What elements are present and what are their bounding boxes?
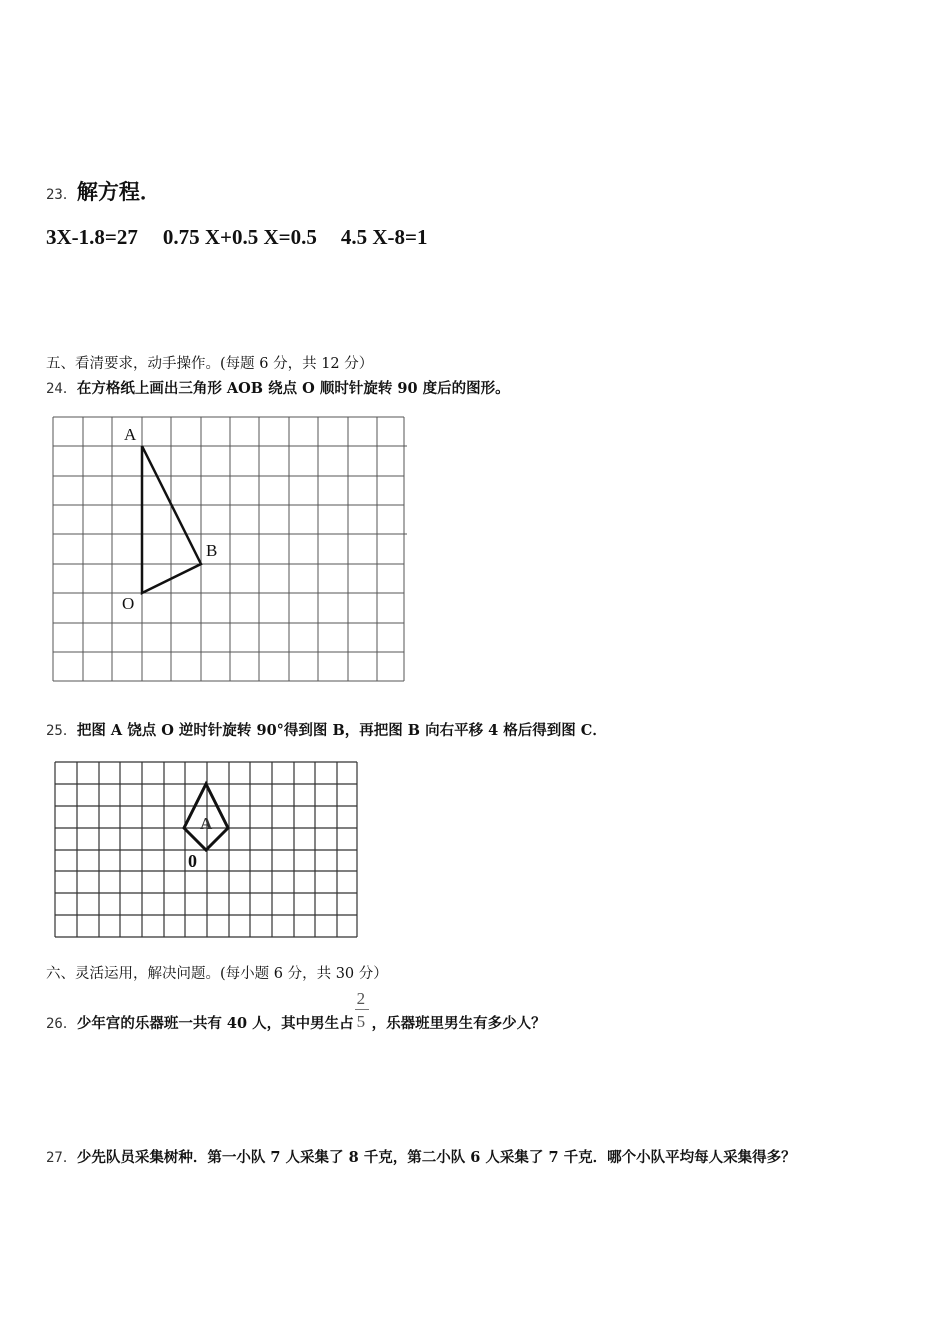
q24-text: 在方格纸上画出三角形 AOB 绕点 O 顺时针旋转 90 度后的图形。 — [76, 380, 510, 397]
q25-grid-figure — [54, 761, 360, 941]
equation-2: 0.75 X+0.5 X=0.5 — [162, 225, 317, 249]
label-a — [123, 425, 141, 444]
q24-prompt — [46, 377, 510, 398]
q26-text-before: 少年宫的乐器班一共有 40 人，其中男生占 — [76, 1015, 354, 1032]
equation-3: 4.5 X-8=1 — [340, 225, 428, 249]
q26-text-after: ，乐器班里男生有多少人？ — [371, 1015, 546, 1032]
svg-text:B: B — [206, 541, 218, 560]
q24-grid-figure — [52, 416, 408, 684]
q27-prompt — [46, 1146, 796, 1167]
fraction-numerator: 2 — [356, 989, 366, 1008]
label-o — [121, 594, 138, 613]
equation-1: 3X-1.8=27 — [46, 225, 138, 249]
q26-prompt — [46, 989, 546, 1033]
q23-number: 23． — [46, 187, 77, 203]
section5-title: 五、看清要求，动手操作。(每题 6 分，共 12 分） — [46, 356, 374, 372]
q24-number: 24． — [46, 381, 77, 397]
section6-title: 六、灵活运用，解决问题。(每小题 6 分，共 30 分） — [46, 966, 388, 982]
q23-heading — [46, 176, 161, 206]
q27-text: 少先队员采集树种．第一小队 7 人采集了 8 千克，第二小队 6 人采集了 7 千克．哪个小队平均每人采集得多？ — [76, 1149, 796, 1166]
q25-prompt — [46, 719, 607, 740]
label-o — [187, 851, 202, 871]
svg-text:A: A — [124, 425, 137, 444]
q25-number: 25． — [46, 723, 77, 739]
q25-text: 把图 A 饶点 O 逆时针旋转 90°得到图 B，再把图 B 向右平移 4 格后得到图 C． — [76, 722, 607, 739]
q23-title: 解方程． — [76, 179, 161, 204]
label-a: A — [200, 814, 213, 833]
q26-number: 26． — [46, 1016, 77, 1032]
svg-text:0: 0 — [188, 851, 197, 871]
fraction-denominator: 5 — [356, 1012, 366, 1031]
svg-text:O: O — [122, 594, 135, 613]
fraction-two-fifths — [354, 989, 372, 1031]
q27-number: 27． — [46, 1150, 77, 1166]
q24-grid-lines — [53, 417, 407, 681]
label-b — [205, 541, 222, 560]
q23-equations — [46, 225, 428, 250]
